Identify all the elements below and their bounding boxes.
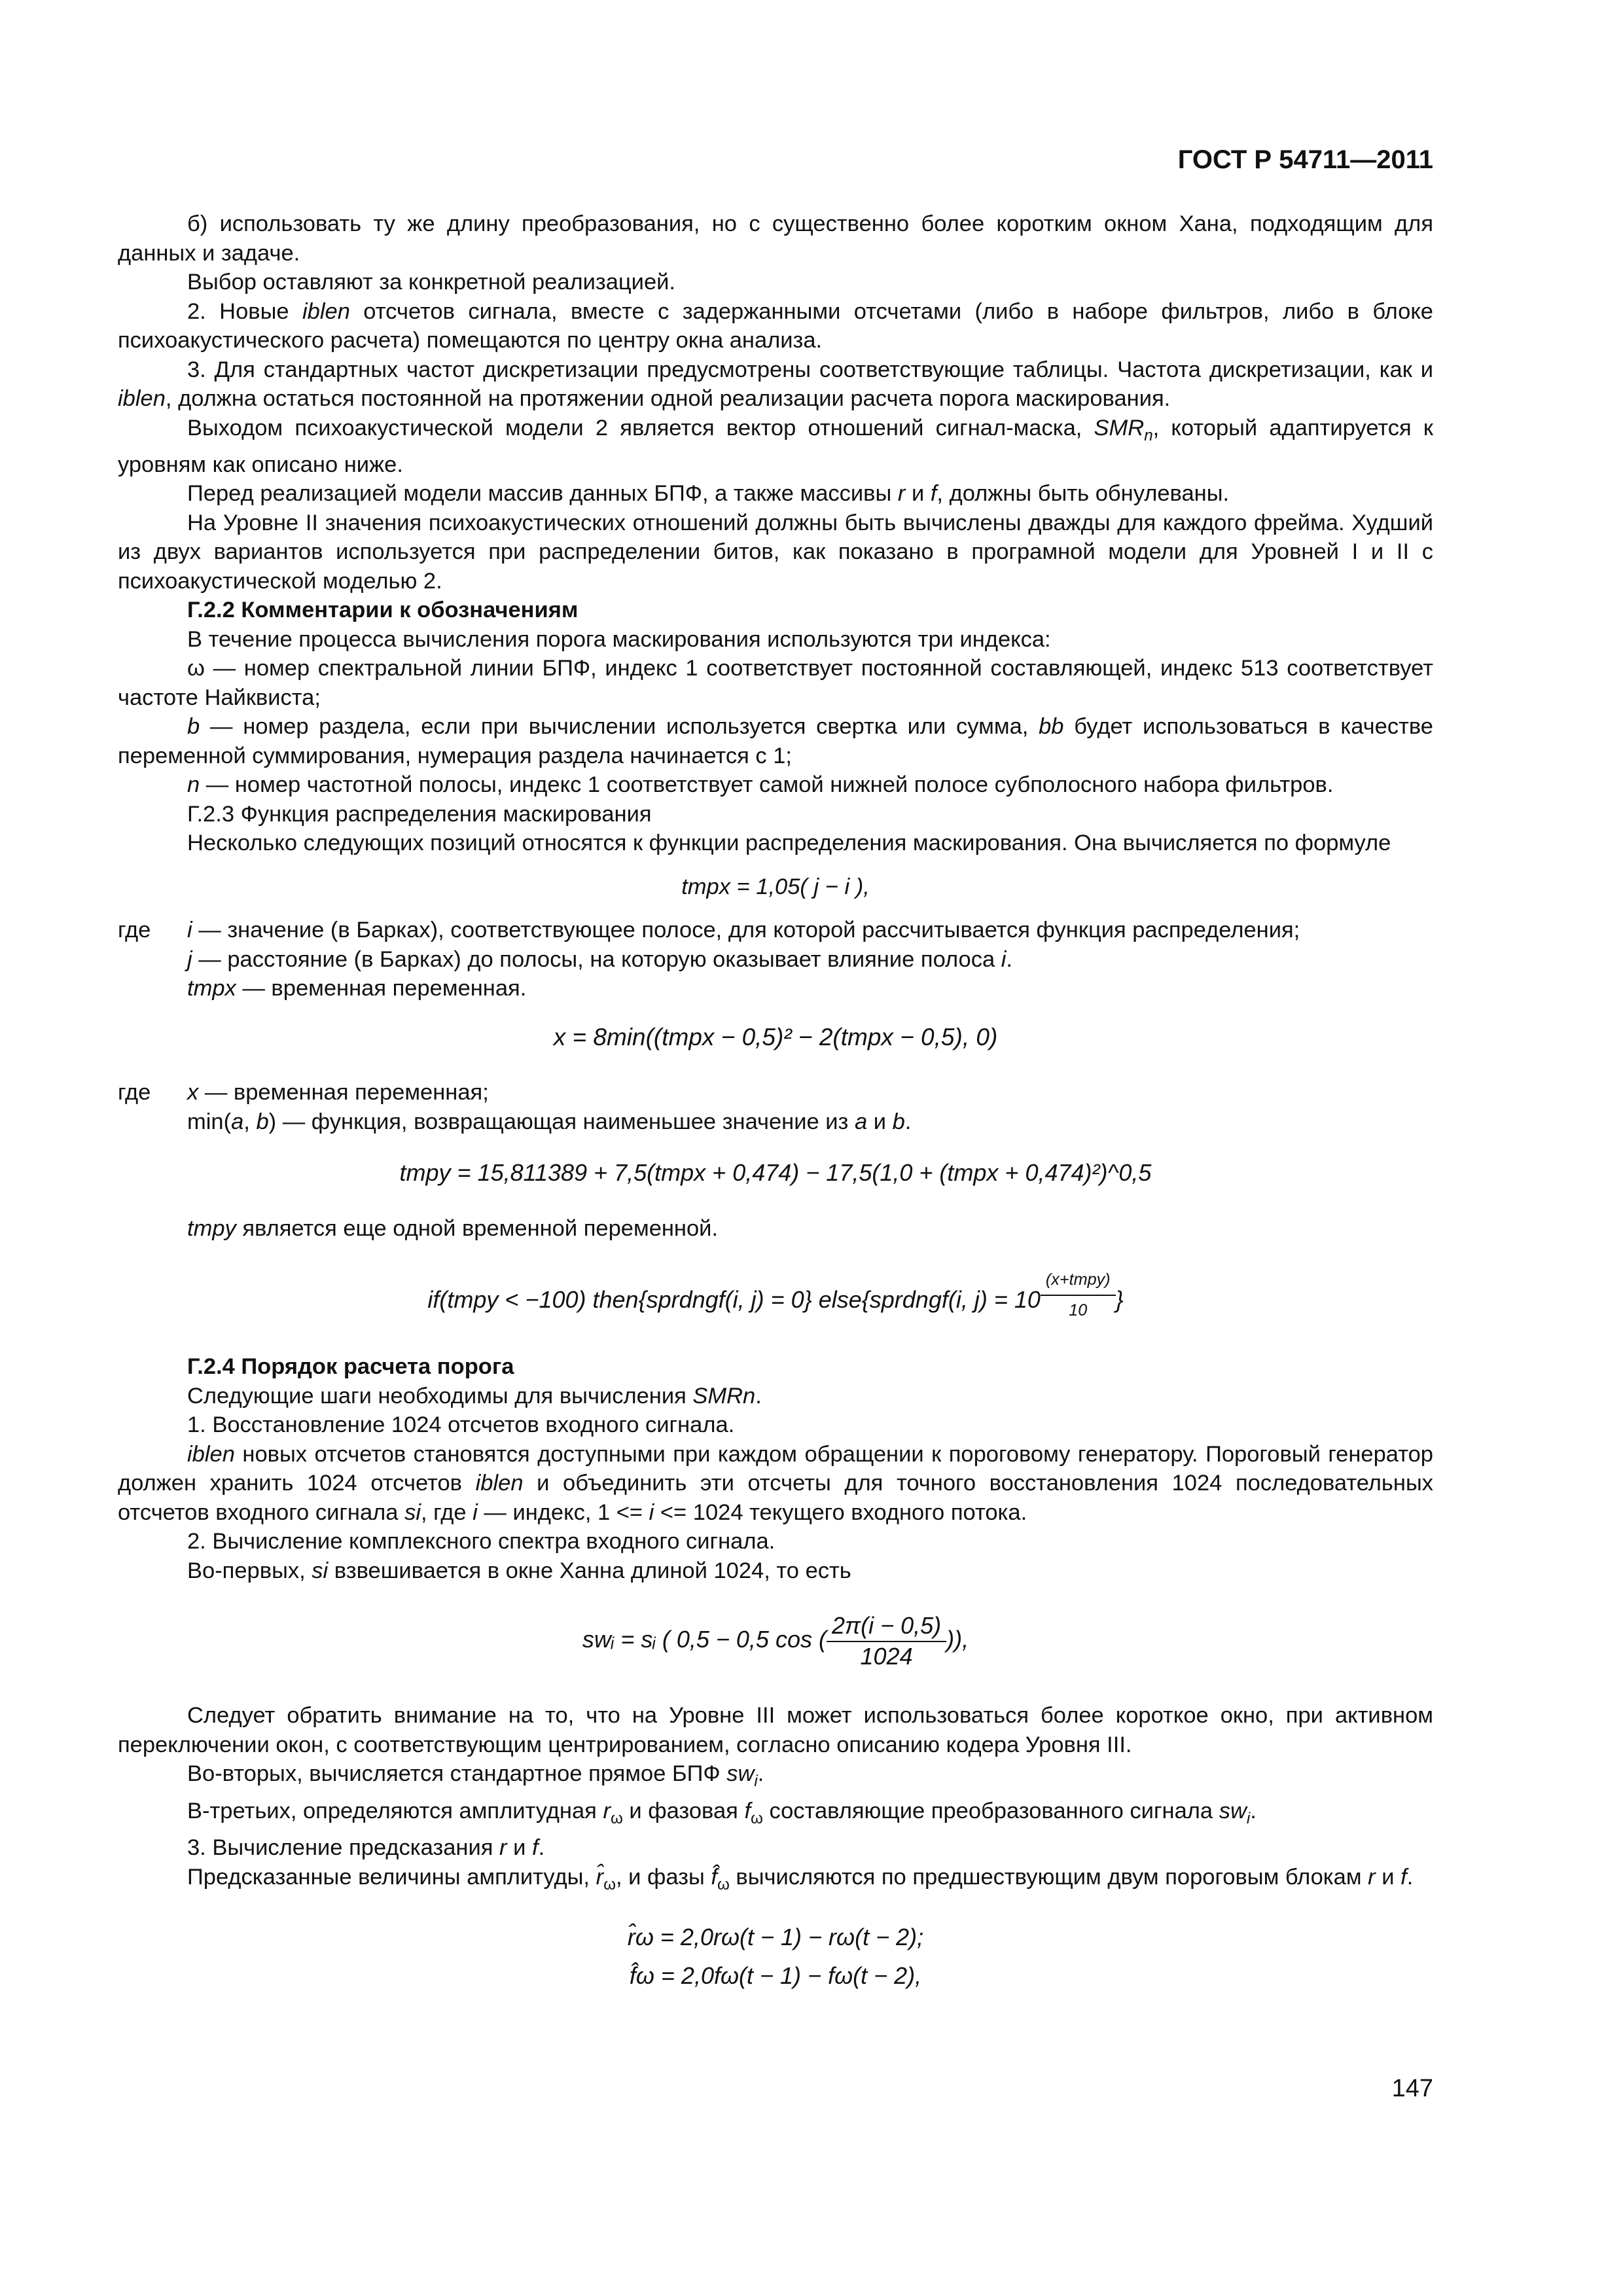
- paragraph: b — номер раздела, если при вычислении используется свертка или сумма, bb будет использоваться в качестве переменной суммирования, нумерация раздела начинается с 1;: [118, 714, 1433, 768]
- section-heading: Г.2.2 Комментарии к обозначениям: [187, 598, 579, 623]
- where-item: j — расстояние (в Барках) до полосы, на которую оказывает влияние полоса i.: [187, 946, 1012, 972]
- paragraph: Во-первых, si взвешивается в окне Ханна длиной 1024, то есть: [187, 1558, 851, 1583]
- paragraph: Несколько следующих позиций относятся к функции распределения маскирования. Она вычисляется по формуле: [187, 831, 1391, 856]
- paragraph: Выходом психоакустической модели 2 является вектор отношений сигнал-маска, $SMR_n$, который адаптируется к уровням как описано ниже.: [118, 415, 1433, 477]
- paragraph: n — номер частотной полосы, индекс 1 соответствует самой нижней полосе субполосного набора фильтров.: [187, 772, 1334, 798]
- paragraph: 1. Восстановление 1024 отсчетов входного сигнала.: [187, 1412, 735, 1438]
- paragraph: 3. Для стандартных частот дискретизации предусмотрены соответствующие таблицы. Частота дискретизации, как и iblen, должна остаться постоянной на протяжении одной реализации расчета порога маскирования.: [118, 357, 1433, 411]
- paragraph: В течение процесса вычисления порога маскирования используются три индекса:: [187, 626, 1051, 652]
- section-heading: Г.2.3 Функция распределения маскирования: [187, 801, 652, 827]
- formula-hann-window: swᵢ = sᵢ ( 0,5 − 0,5 cos ( $\frac{2\pi(i - 0,5)}{1024}$ )),: [582, 1612, 969, 1670]
- formula-f-prediction: f̂ω = 2,0fω(t − 1) − fω(t − 2),: [629, 1962, 922, 1989]
- paragraph: В-третьих, определяются амплитудная $r_\omega$ и фазовая $f_\omega$ составляющие преобразованного сигнала $sw_i$.: [187, 1798, 1257, 1827]
- paragraph: На Уровне II значения психоакустических отношений должны быть вычислены дважды для каждого фрейма. Худший из двух вариантов используется при распределении битов, как показано в програмной модели для Уровней I и II с психоакустической моделью 2.: [118, 510, 1433, 594]
- formula-x: x = 8min((tmpx − 0,5)² − 2(tmpx − 0,5), 0): [553, 1023, 998, 1050]
- paragraph: Следующие шаги необходимы для вычисления SMRn.: [187, 1383, 762, 1408]
- formula-tmpx: tmpx = 1,05( j − i ),: [681, 874, 870, 899]
- paragraph: Предсказанные величины амплитуды, $r̂_\omega$, и фазы $f̂_\omega$ вычисляются по предшествующим двум пороговым блокам r и f.: [187, 1864, 1414, 1893]
- paragraph: 2. Новые iblen отсчетов сигнала, вместе с задержанными отсчетами (либо в наборе фильтров, либо в блоке психоакустического расчета) помещаются по центру окна анализа.: [118, 298, 1433, 353]
- paragraph: 2. Вычисление комплексного спектра входного сигнала.: [187, 1529, 776, 1554]
- formula-r-prediction: r̂ω = 2,0rω(t − 1) − rω(t − 2);: [627, 1924, 924, 1951]
- paragraph: ω — номер спектральной линии БПФ, индекс 1 соответствует постоянной составляющей, индекс 513 соответствует частоте Найквиста;: [118, 656, 1433, 710]
- paragraph: Во-вторых, вычисляется стандартное прямое БПФ $sw_i$.: [187, 1761, 764, 1791]
- page-number: 147: [1391, 2075, 1433, 2102]
- paragraph: tmpx — временная переменная.: [187, 976, 527, 1001]
- where-item: где x — временная переменная;: [118, 1080, 489, 1105]
- paragraph: Выбор оставляют за конкретной реализацией.: [187, 270, 675, 295]
- paragraph: Следует обратить внимание на то, что на Уровне III может использоваться более короткое окно, при активном переключении окон, с соответствующим центрированием, согласно описанию кодера Уровня III.: [118, 1703, 1433, 1757]
- paragraph: iblen новых отсчетов становятся доступными при каждом обращении к пороговому генератору. Пороговый генератор должен хранить 1024 отсчетов iblen и объединить эти отсчеты для точного восстановления 1024 последовательных отсчетов входного сигнала si, где i — индекс, 1 <= i <= 1024 текущего входного потока.: [118, 1441, 1433, 1525]
- paragraph: tmpy является еще одной временной переменной.: [187, 1215, 719, 1241]
- document-body: [118, 209, 1433, 1990]
- section-heading: Г.2.4 Порядок расчета порога: [187, 1354, 514, 1380]
- formula-sprdngf: if(tmpy < −100) then{sprdngf(i, j) = 0} else{sprdngf(i, j) = 10 $^{\frac{\text{(x+tmpy)}}{10}}$ }: [118, 1265, 1433, 1325]
- formula-tmpy: tmpy = 15,811389 + 7,5(tmpx + 0,474) − 17,5(1,0 + (tmpx + 0,474)²)^0,5: [399, 1159, 1152, 1187]
- document-header: ГОСТ Р 54711—2011: [1177, 145, 1433, 174]
- paragraph: 3. Вычисление предсказания r и f.: [187, 1835, 545, 1861]
- paragraph: min(a, b) — функция, возвращающая наименьшее значение из a и b.: [187, 1109, 912, 1134]
- paragraph: б) использовать ту же длину преобразования, но с существенно более коротким окном Хана, подходящим для данных и задаче.: [118, 211, 1433, 266]
- paragraph: Перед реализацией модели массив данных БПФ, а также массивы r и f, должны быть обнулеваны.: [187, 481, 1230, 507]
- where-item: где i — значение (в Барках), соответствующее полосе, для которой рассчитывается функция распределения;: [118, 918, 1300, 943]
